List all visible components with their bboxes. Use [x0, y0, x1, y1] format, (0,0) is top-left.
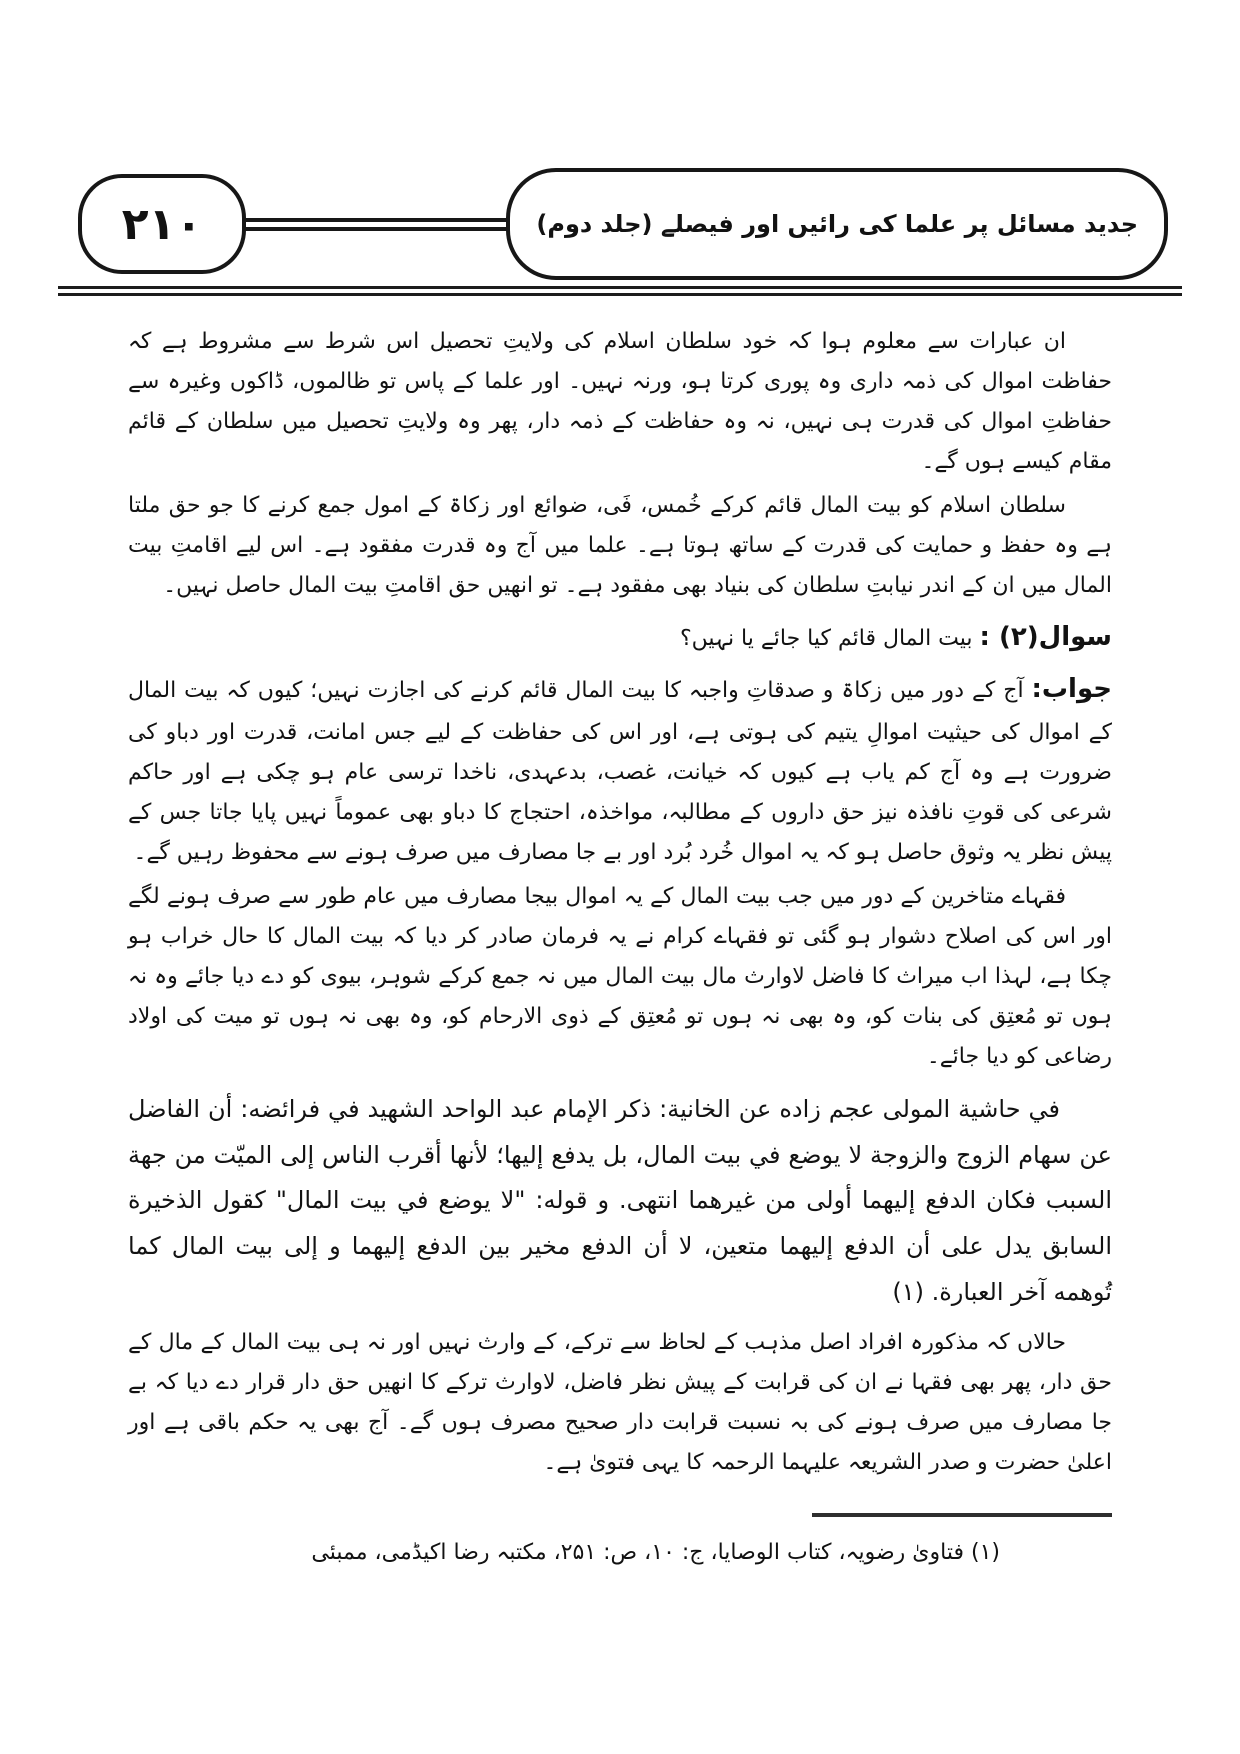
book-title-badge — [506, 168, 1168, 280]
answer-text: آج کے دور میں زکاۃ و صدقاتِ واجبہ کا بیت المال قائم کرنے کی اجازت نہیں؛ کیوں کہ بیت المال کے اموال کی حیثیت اموالِ یتیم کی ہوتی ہے، اور اس کی حفاظت کے لیے جس امانت، قدرت اور دباو کی ضرورت ہے وہ آج کم یاب ہے کیوں کہ خیانت، غصب، بدعہدی، ناخدا ترسی عام ہو چکی ہے اور حاکم شرعی کی قوتِ نافذہ نیز حق داروں کے مطالبہ، مواخذہ، احتجاج کا دباو بھی عموماً نہیں پایا جاتا جس کے پیش نظر یہ وثوق حاصل ہو کہ یہ اموال خُرد بُرد اور بے جا مصارف میں صرف ہونے سے محفوظ رہیں گے۔ — [128, 677, 1112, 865]
page-number: ۲۱۰ — [121, 198, 203, 250]
arabic-quotation: في حاشية المولى عجم زاده عن الخانية: ذكر الإمام عبد الواحد الشهيد في فرائضه: أن الفاضل عن سهام الزوج والزوجة لا يوضع في بيت المال، بل يدفع إليها؛ لأنها أقرب الناس إلى الميّت من جهة السبب فكان الدفع إليهما أولى من غيرهما انتهى. و قوله: "لا يوضع في بيت المال" كقول الذخيرة السابق يدل على أن الدفع إليهما متعين، لا أن الدفع مخير بين الدفع إليهما و إلى بيت المال كما تُوهمه آخر العبارة. (١) — [128, 1095, 1112, 1306]
paragraph-fuqaha-ruling: فقہاے متاخرین کے دور میں جب بیت المال کے یہ اموال بیجا مصارف میں عام طور سے صرف ہونے لگے اور اس کی اصلاح دشوار ہو گئی تو فقہاے کرام نے یہ فرمان صادر کر دیا کہ بیت المال کا حال خراب ہو چکا ہے، لہذا اب میراث کا فاضل لاوارث مال بیت المال میں نہ جمع کرکے شوہر، بیوی کو دے دیا جائے وہ نہ ہوں تو مُعتِق کی بنات کو، وہ بھی نہ ہوں تو مُعتِق کے ذوی الارحام کو، وہ بھی نہ ہوں تو میت کی اولاد رضاعی کو دیا جائے۔ — [128, 883, 1112, 1070]
book-title: جدید مسائل پر علما کی رائیں اور فیصلے (جلد دوم) — [536, 210, 1138, 238]
header-connector-line — [240, 218, 512, 231]
footnote-separator-rule — [812, 1513, 1112, 1517]
paragraph-intro: ان عبارات سے معلوم ہوا کہ خود سلطان اسلام کی ولایتِ تحصیل اس شرط سے مشروط ہے کہ حفاظت اموال کی ذمہ داری وہ پوری کرتا ہو، ورنہ نہیں۔ اور علما کے پاس تو ظالموں، ڈاکوں وغیرہ سے حفاظتِ اموال کی قدرت ہی نہیں، نہ وہ حفاظت کے ذمہ دار، پھر وہ ولایتِ تحصیل میں سلطان کے قائم مقام کیسے ہوں گے۔ — [128, 329, 1112, 475]
page-header — [78, 168, 1168, 280]
question-label: سوال(۲) : — [979, 622, 1112, 653]
question-line — [128, 614, 1112, 661]
answer-label: جواب: — [1031, 673, 1112, 704]
footnote-section — [128, 1513, 1112, 1573]
paragraph-sultan-baitulmal: سلطان اسلام کو بیت المال قائم کرکے خُمس، فَی، ضوائع اور زکاۃ کے امول جمع کرنے کا جو حق ملتا ہے وہ حفظ و حمایت کی قدرت کے ساتھ ہوتا ہے۔ علما میں آج وہ قدرت مفقود ہے۔ اس لیے اقامتِ بیت المال میں ان کے اندر نیابتِ سلطان کی بنیاد بھی مفقود ہے۔ تو انھیں حق اقامتِ بیت المال حاصل نہیں۔ — [128, 493, 1112, 599]
paragraph-conclusion: حالاں کہ مذکورہ افراد اصل مذہب کے لحاظ سے ترکے، کے وارث نہیں اور نہ ہی بیت المال کے مال کے حق دار، پھر بھی فقہا نے ان کی قرابت کے پیش نظر فاضل، لاوارث ترکے کا انھیں حق دار قرار دے دیا کہ بے جا مصارف میں صرف ہونے کی بہ نسبت قرابت دار صحیح مصرف ہوں گے۔ آج بھی یہ حکم باقی ہے اور اعلیٰ حضرت و صدر الشریعہ علیہما الرحمہ کا یہی فتویٰ ہے۔ — [128, 1330, 1112, 1476]
footnote-reference: (۱) فتاویٰ رضویہ، کتاب الوصایا، ج: ۱۰، ص: ۲۵۱، مکتبہ رضا اکیڈمی، ممبئی — [311, 1540, 1000, 1566]
page-body — [128, 322, 1112, 1483]
page-number-badge — [78, 174, 246, 274]
header-divider-rule — [58, 286, 1182, 296]
question-text: بیت المال قائم کیا جائے یا نہیں؟ — [679, 626, 980, 652]
answer-paragraph — [128, 666, 1112, 873]
